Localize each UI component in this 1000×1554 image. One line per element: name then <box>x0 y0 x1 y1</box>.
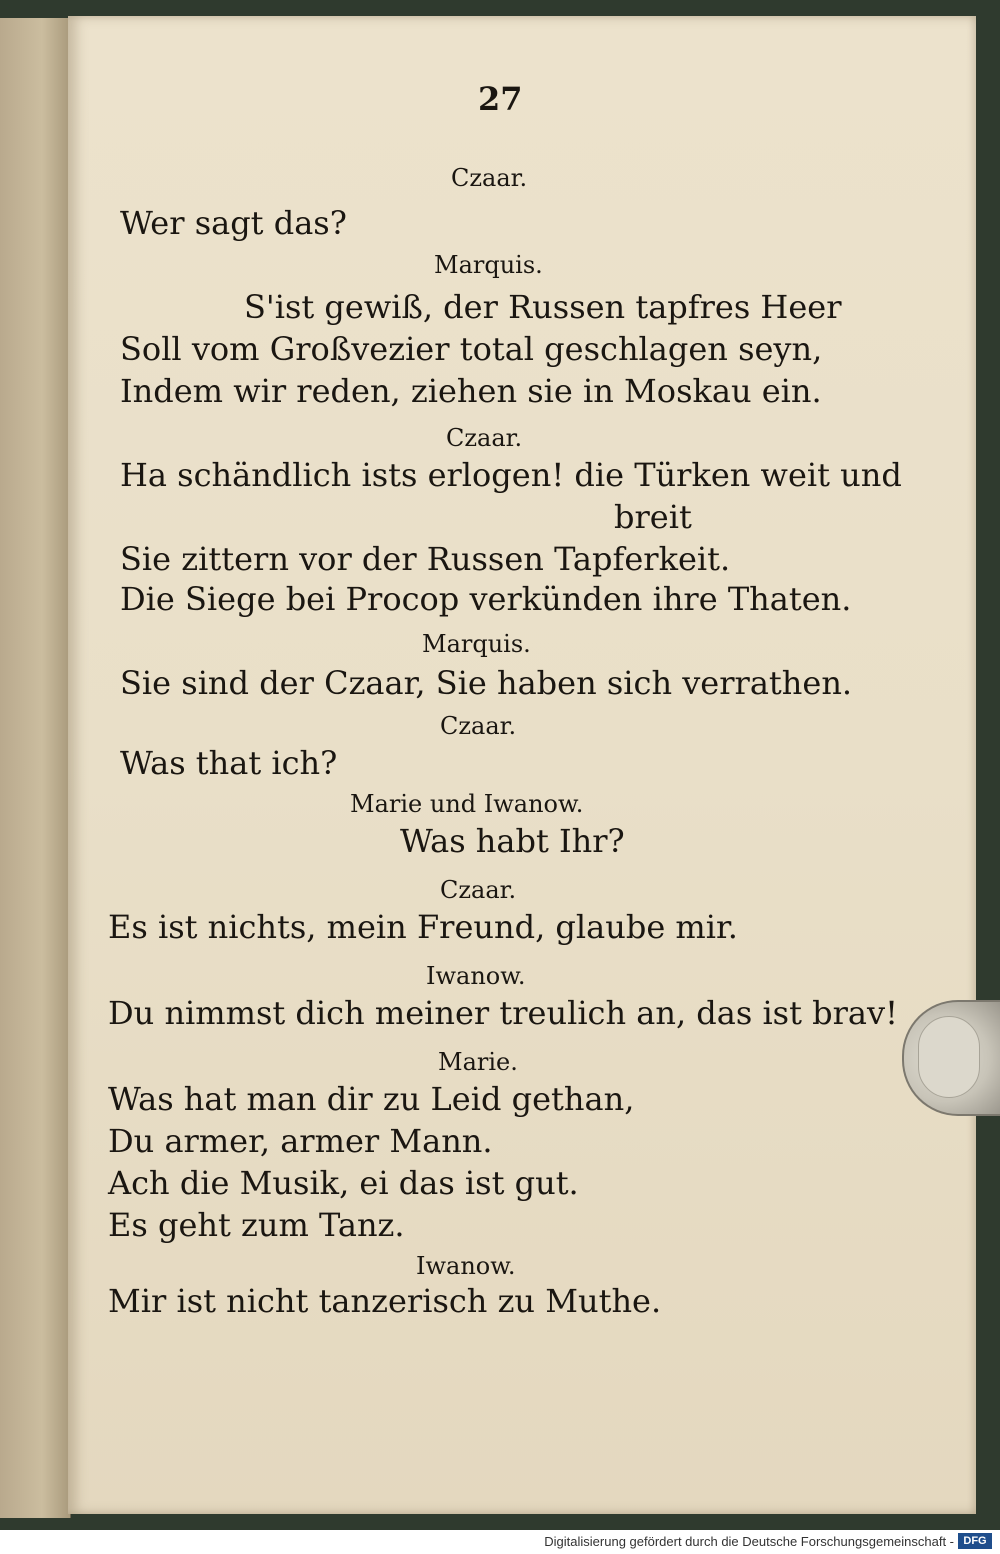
binding-clip <box>902 1000 1000 1116</box>
page-number: 27 <box>478 80 523 118</box>
book-page <box>68 16 976 1514</box>
speaker-label: Czaar. <box>440 712 517 740</box>
binding-clip-inner <box>918 1016 980 1098</box>
dfg-logo: DFG <box>958 1533 992 1549</box>
speaker-label: Czaar. <box>451 164 528 192</box>
verse-line: Was hat man dir zu Leid gethan, <box>108 1080 635 1118</box>
verse-line: breit <box>614 498 692 536</box>
verse-line: Was habt Ihr? <box>400 822 625 860</box>
verse-line: Ha schändlich ists erlogen! die Türken weit und <box>120 456 902 494</box>
verse-line: Du armer, armer Mann. <box>108 1122 493 1160</box>
speaker-label: Czaar. <box>440 876 517 904</box>
verse-line: Sie sind der Czaar, Sie haben sich verrathen. <box>120 664 853 702</box>
verse-line: Es ist nichts, mein Freund, glaube mir. <box>108 908 738 946</box>
speaker-label: Czaar. <box>446 424 523 452</box>
verse-line: Es geht zum Tanz. <box>108 1206 405 1244</box>
previous-page-edge <box>0 18 71 1518</box>
verse-line: Mir ist nicht tanzerisch zu Muthe. <box>108 1282 662 1320</box>
footer-bar <box>0 1530 1000 1554</box>
speaker-label: Marquis. <box>422 630 531 658</box>
speaker-label: Marquis. <box>434 251 543 279</box>
verse-line: Was that ich? <box>120 744 338 782</box>
verse-line: S'ist gewiß, der Russen tapfres Heer <box>244 288 842 326</box>
verse-line: Sie zittern vor der Russen Tapferkeit. <box>120 540 731 578</box>
verse-line: Soll vom Großvezier total geschlagen seyn, <box>120 330 823 368</box>
speaker-label: Iwanow. <box>416 1252 516 1280</box>
verse-line: Die Siege bei Procop verkünden ihre Thaten. <box>120 580 852 618</box>
verse-line: Du nimmst dich meiner treulich an, das ist brav! <box>108 994 898 1032</box>
speaker-label: Marie. <box>438 1048 518 1076</box>
verse-line: Indem wir reden, ziehen sie in Moskau ein. <box>120 372 822 410</box>
footer-credit: Digitalisierung gefördert durch die Deutsche Forschungsgemeinschaft - <box>544 1534 954 1549</box>
verse-line: Wer sagt das? <box>120 204 347 242</box>
speaker-label: Iwanow. <box>426 962 526 990</box>
speaker-label: Marie und Iwanow. <box>350 790 584 818</box>
verse-line: Ach die Musik, ei das ist gut. <box>108 1164 579 1202</box>
